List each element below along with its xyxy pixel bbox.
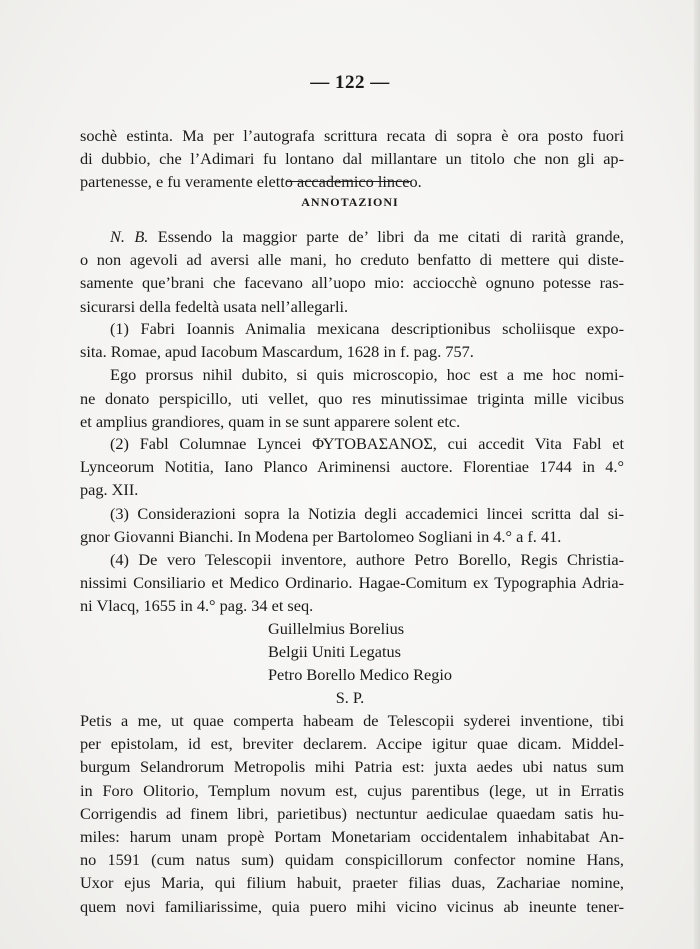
letter-author-title: Belgii Uniti Legatus [268,642,401,662]
text-line: in Foro Olitorio, Templum novum est, cujus parentibus (lege, ut in Erratis [80,780,624,800]
note-1 [80,317,624,433]
text-line: di dubbio, che l’Adimari fu lontano dal millantare un titolo che non gli ap- [80,149,624,169]
text-line: pag. XII. [80,480,139,500]
text-line: (3) Considerazioni sopra la Notizia degli accademici lincei scritta dal si- [110,504,624,523]
text-line: sicurarsi della fedeltà usata nell’allegarli. [80,296,349,316]
text-line: (4) De vero Telescopii inventore, authore Petro Borello, Regis Christia- [110,550,624,569]
section-divider [287,181,411,182]
text-line: burgum Selandrorum Metropolis mihi Patria est: juxta aedes ubi natus sum [80,757,624,777]
nb-label: N. B. [110,227,149,246]
letter-recipient: Petro Borello Medico Regio [268,665,453,685]
text-line: et amplius grandiores, quam in se sunt apparere solent etc. [80,411,461,431]
intro-paragraph [80,124,624,194]
text-line: sochè estinta. Ma per l’autografa scrittura recata di sopra è ora posto fuori [80,126,624,145]
text-line: (2) Fabl Columnae Lyncei ΦΥΤΟΒΑΣΑΝΟΣ, cui accedit Vita Fabl et [110,434,624,453]
text-line: Corrigendis ad finem libri, parietibus) nectuntur aediculae quaedam satis hu- [80,803,624,823]
text-line: miles: harum unam propè Portam Monetariam occidentalem inhabitabat An- [80,826,624,846]
section-heading: ANNOTAZIONI [301,195,399,209]
text-line: Uxor ejus Maria, qui filium habuit, praeter filias duas, Zachariae nomine, [80,873,624,893]
text-line: quem novi familiarissime, quia puero mihi vicino vicinus ab ineunte tener- [80,896,624,916]
text-line: samente que’brani che facevano all’uopo mio: acciocchè ognuno potesse ras- [80,273,624,293]
text-line: gnor Giovanni Bianchi. In Modena per Bartolomeo Sogliani in 4.° a f. 41. [80,527,562,547]
text-line: sita. Romae, apud Iacobum Mascardum, 1628 in f. pag. 757. [80,342,474,362]
nb-paragraph [80,225,624,318]
text-line: Petis a me, ut quae comperta habeam de Telescopii syderei inventione, tibi [80,711,624,730]
text-line: (1) Fabri Ioannis Animalia mexicana descriptionibus scholiisque expo- [110,319,624,338]
letter-header [268,617,528,687]
text-line: Ego prorsus nihil dubito, si quis microscopio, hoc est a me hoc nomi- [110,365,624,385]
text-line: nissimi Consiliario et Medico Ordinario. Hagae-Comitum ex Typographia Adria- [80,573,624,593]
letter-body [80,709,624,918]
letter-salutation [0,686,700,709]
text-line: no 1591 (cum natus sum) quidam conspicillorum confector nomine Hans, [80,850,624,870]
letter-author: Guillelmius Borelius [268,619,405,638]
text-line: partenesse, e fu veramente eletto accademico linceo. [80,172,422,192]
text-line: ni Vlacq, 1655 in 4.° pag. 34 et seq. [80,596,314,616]
page-number: — 122 — [310,72,390,93]
text-line [80,225,624,248]
nb-first-line: Essendo la maggior parte de’ libri da me citati di rarità grande, [148,227,624,246]
text-line: ne donato perspicillo, uti vellet, quo res minutissimae triginta mille vicibus [80,388,624,408]
text-line: Lynceorum Notitia, Iano Planco Ariminensi auctore. Florentiae 1744 in 4.° [80,457,624,477]
text-line: per epistolam, id est, breviter declarem. Accipe igitur quae dicam. Middel- [80,734,624,754]
note-3 [80,502,624,548]
note-4 [80,548,624,618]
salutation: S. P. [335,688,365,707]
text-line: o non agevoli ad aversi alle mani, ho creduto benfatto di mettere qui diste- [80,250,624,270]
note-2 [80,432,624,502]
